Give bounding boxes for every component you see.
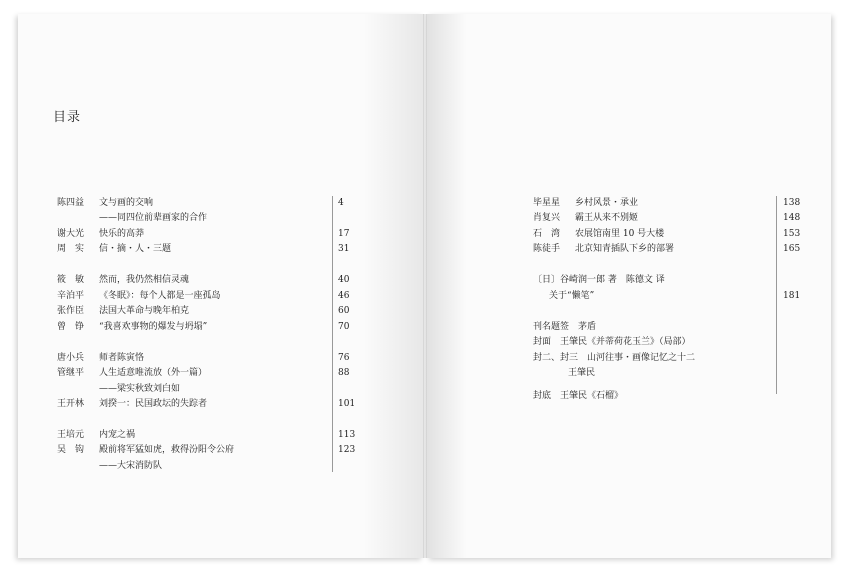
entry-title: 殿前将军猛如虎，救得汾阳令公府 <box>99 445 235 455</box>
right-page <box>427 14 831 558</box>
entry-author: 周 实 <box>57 244 85 254</box>
entry-author: 辛泊平 <box>57 291 85 301</box>
entry-title: 文与画的交响 <box>99 198 154 208</box>
entry-title: 然而，我仍然相信灵魂 <box>99 275 190 285</box>
entry-author: 石 湾 <box>533 229 561 239</box>
entry-author: 管继平 <box>57 368 85 378</box>
entry-page: 70 <box>338 322 350 332</box>
entry-author: 筱 敏 <box>57 275 85 285</box>
entry-author: 王开林 <box>57 399 85 409</box>
entry-title: ——梁实秋致刘白如 <box>99 384 181 394</box>
entry-title: 关于“懒笔” <box>549 291 595 301</box>
entry-title: 农展馆南里 10 号大楼 <box>575 229 665 239</box>
entry-title: 信・摘・人・三题 <box>99 244 172 254</box>
entry-page: 148 <box>783 213 801 223</box>
entry-title: 〔日〕谷崎润一郎 著 陈德文 译 <box>533 275 665 285</box>
entry-title: ——同四位前辈画家的合作 <box>99 213 208 223</box>
entry-page: 138 <box>783 198 801 208</box>
entry-author: 谢大光 <box>57 229 85 239</box>
entry-title: “我喜欢事物的爆发与坍塌” <box>99 322 208 332</box>
divider-line <box>776 196 777 394</box>
entry-author: 王培元 <box>57 430 85 440</box>
entry-title: 人生适意唯流放（外一篇） <box>99 368 208 378</box>
credit-text: 封底 王肇民《石榴》 <box>533 391 624 401</box>
entry-author: 唐小兵 <box>57 353 85 363</box>
toc-title: 目录 <box>53 110 82 125</box>
entry-page: 40 <box>338 275 350 285</box>
entry-page: 165 <box>783 244 801 254</box>
divider-line <box>332 196 333 472</box>
entry-page: 76 <box>338 353 350 363</box>
entry-page: 101 <box>338 399 356 409</box>
entry-title: 法国大革命与晚年柏克 <box>99 306 190 316</box>
entry-page: 153 <box>783 229 801 239</box>
entry-page: 46 <box>338 291 350 301</box>
entry-title: 刘揆一：民国政坛的失踪者 <box>99 399 208 409</box>
credit-text: 封二、封三 山河往事・画像记忆之十二 <box>533 353 696 363</box>
entry-page: 113 <box>338 430 356 440</box>
entry-page: 17 <box>338 229 350 239</box>
entry-author: 张作臣 <box>57 306 85 316</box>
entry-title: 《冬眠》：每个人都是一座孤岛 <box>99 291 221 301</box>
credit-text: 王肇民 <box>568 368 596 378</box>
entry-title: 霸王从来不别姬 <box>575 213 639 223</box>
entry-title: 快乐的高莽 <box>99 229 145 239</box>
entry-author: 毕星星 <box>533 198 561 208</box>
entry-author: 陈徒手 <box>533 244 561 254</box>
credit-text: 刊名题签 茅盾 <box>533 322 597 332</box>
entry-title: 北京知青插队下乡的部署 <box>575 244 675 254</box>
entry-title: ——大宋消防队 <box>99 461 163 471</box>
entry-page: 123 <box>338 445 356 455</box>
book-spread <box>18 14 832 558</box>
entry-page: 60 <box>338 306 350 316</box>
entry-page: 181 <box>783 291 801 301</box>
entry-title: 内宠之祸 <box>99 430 136 440</box>
left-page <box>18 14 423 558</box>
entry-page: 31 <box>338 244 350 254</box>
entry-page: 4 <box>338 198 344 208</box>
entry-author: 肖复兴 <box>533 213 561 223</box>
credit-text: 封面 王肇民《并蒂荷花玉兰》（局部） <box>533 337 691 347</box>
entry-page: 88 <box>338 368 350 378</box>
entry-author: 吴 钩 <box>57 445 85 455</box>
entry-title: 师者陈寅恪 <box>99 353 145 363</box>
entry-author: 陈四益 <box>57 198 85 208</box>
entry-title: 乡村风景・承业 <box>575 198 639 208</box>
entry-author: 曾 铮 <box>57 322 85 332</box>
